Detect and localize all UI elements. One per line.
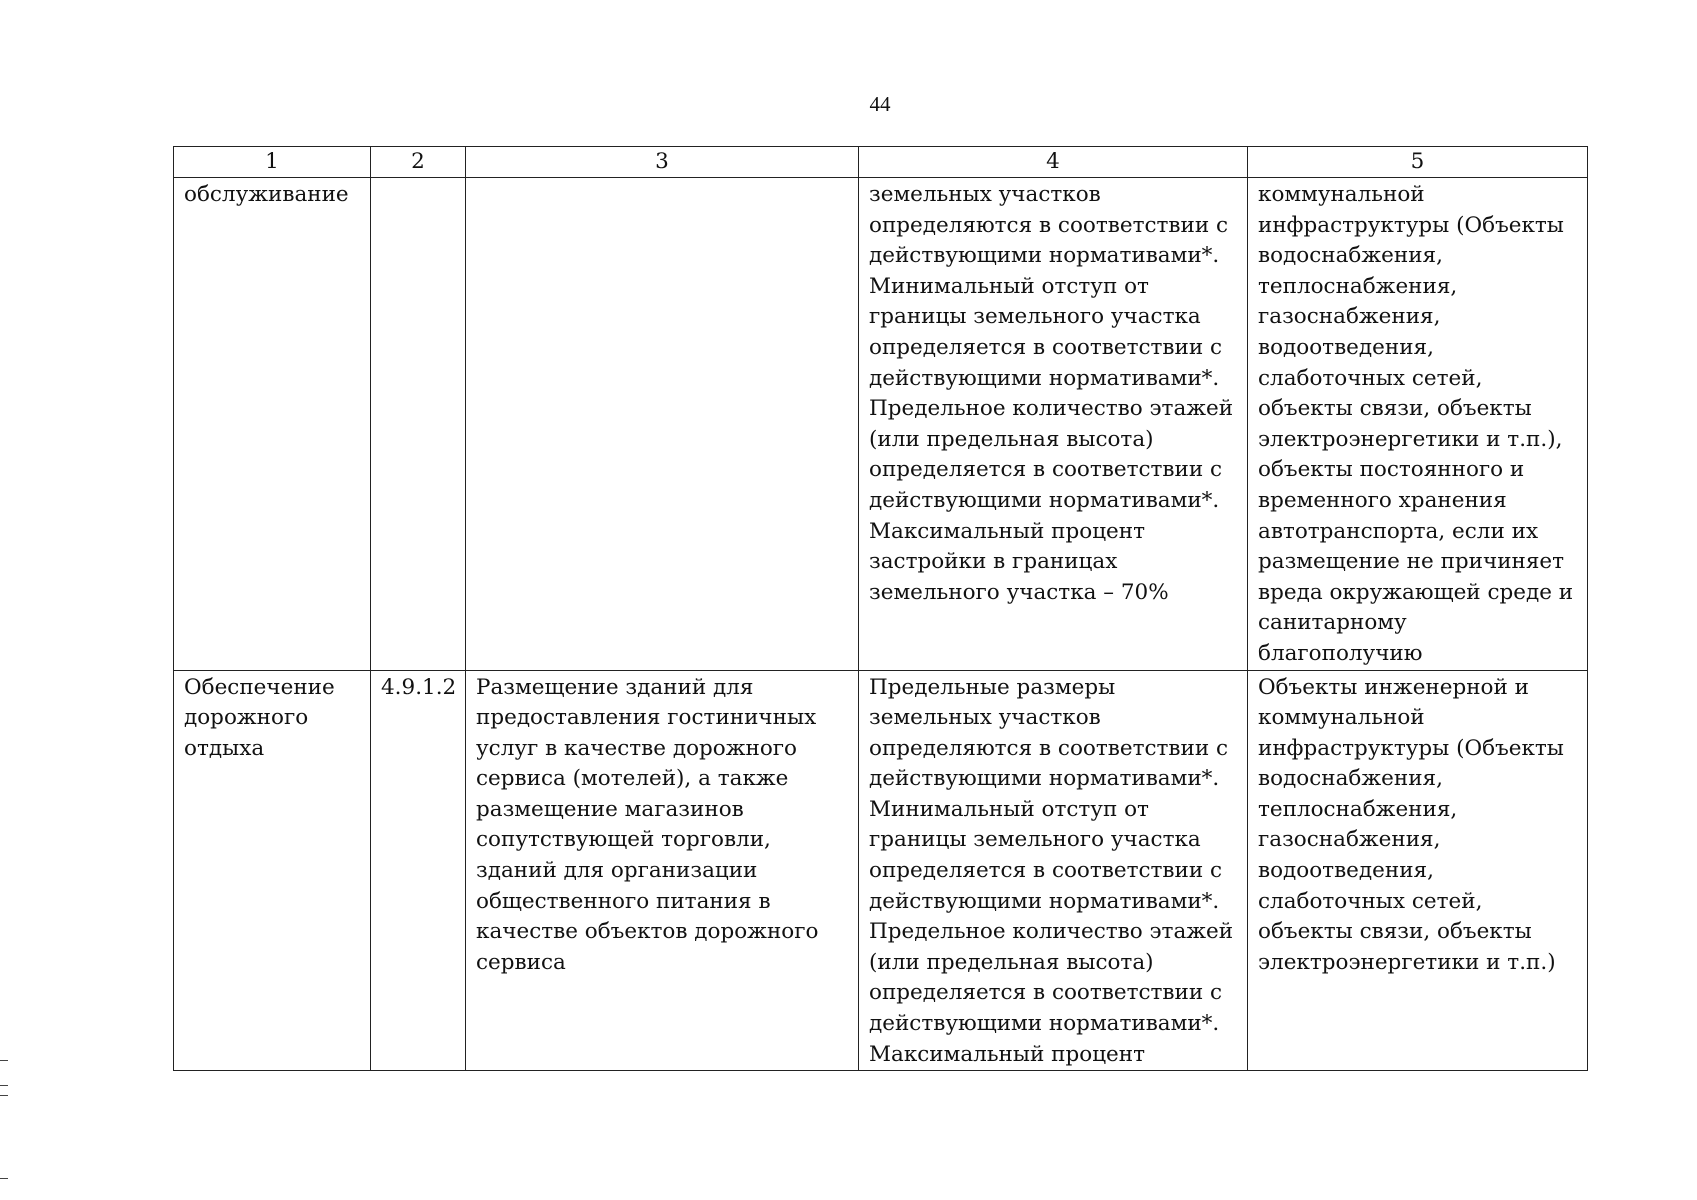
header-col-1: 1 — [174, 147, 371, 178]
auxiliary-uses-cell: Объекты инженерной и коммунальной инфраструктуры (Объекты водоснабжения, теплоснабжения, газоснабжения, водоотведения, слаботочных сетей, объекты связи, объекты электроэнергетики и т.п.) — [1248, 670, 1588, 1071]
page-number: 44 — [869, 92, 891, 116]
description-cell: Размещение зданий для предоставления гостиничных услуг в качестве дорожного сервиса (мотелей), а также размещение магазинов сопутствующей торговли, зданий для организации общественного питания в качестве объектов дорожного сервиса — [466, 670, 859, 1071]
parameters-cell: Предельные размеры земельных участков определяются в соответствии с действующими нормативами*. Минимальный отступ от границы земельного участка определяется в соответствии с действующими нормативами*. Предельное количество этажей (или предельная высота) определяется в соответствии с действующими нормативами*. Максимальный процент — [859, 670, 1248, 1071]
header-col-5: 5 — [1248, 147, 1588, 178]
margin-mark — [0, 1178, 8, 1179]
table-row — [174, 178, 1588, 671]
header-col-4: 4 — [859, 147, 1248, 178]
use-type-cell: обслуживание — [174, 178, 371, 671]
use-type-cell: Обеспечение дорожного отдыха — [174, 670, 371, 1071]
code-cell — [371, 178, 466, 671]
table-row — [174, 670, 1588, 1071]
code-cell: 4.9.1.2 — [371, 670, 466, 1071]
description-cell — [466, 178, 859, 671]
header-col-3: 3 — [466, 147, 859, 178]
auxiliary-uses-cell: коммунальной инфраструктуры (Объекты водоснабжения, теплоснабжения, газоснабжения, водоотведения, слаботочных сетей, объекты связи, объекты электроэнергетики и т.п.), объекты постоянного и временного хранения автотранспорта, если их размещение не причиняет вреда окружающей среде и санитарному благополучию — [1248, 178, 1588, 671]
header-col-2: 2 — [371, 147, 466, 178]
land-use-table — [173, 146, 1588, 1071]
table-header-row — [174, 147, 1588, 178]
margin-mark — [0, 1060, 8, 1061]
parameters-cell: земельных участков определяются в соответствии с действующими нормативами*. Минимальный отступ от границы земельного участка определяется в соответствии с действующими нормативами*. Предельное количество этажей (или предельная высота) определяется в соответствии с действующими нормативами*. Максимальный процент застройки в границах земельного участка – 70% — [859, 178, 1248, 671]
margin-mark — [0, 1095, 8, 1096]
margin-mark — [0, 1085, 8, 1086]
